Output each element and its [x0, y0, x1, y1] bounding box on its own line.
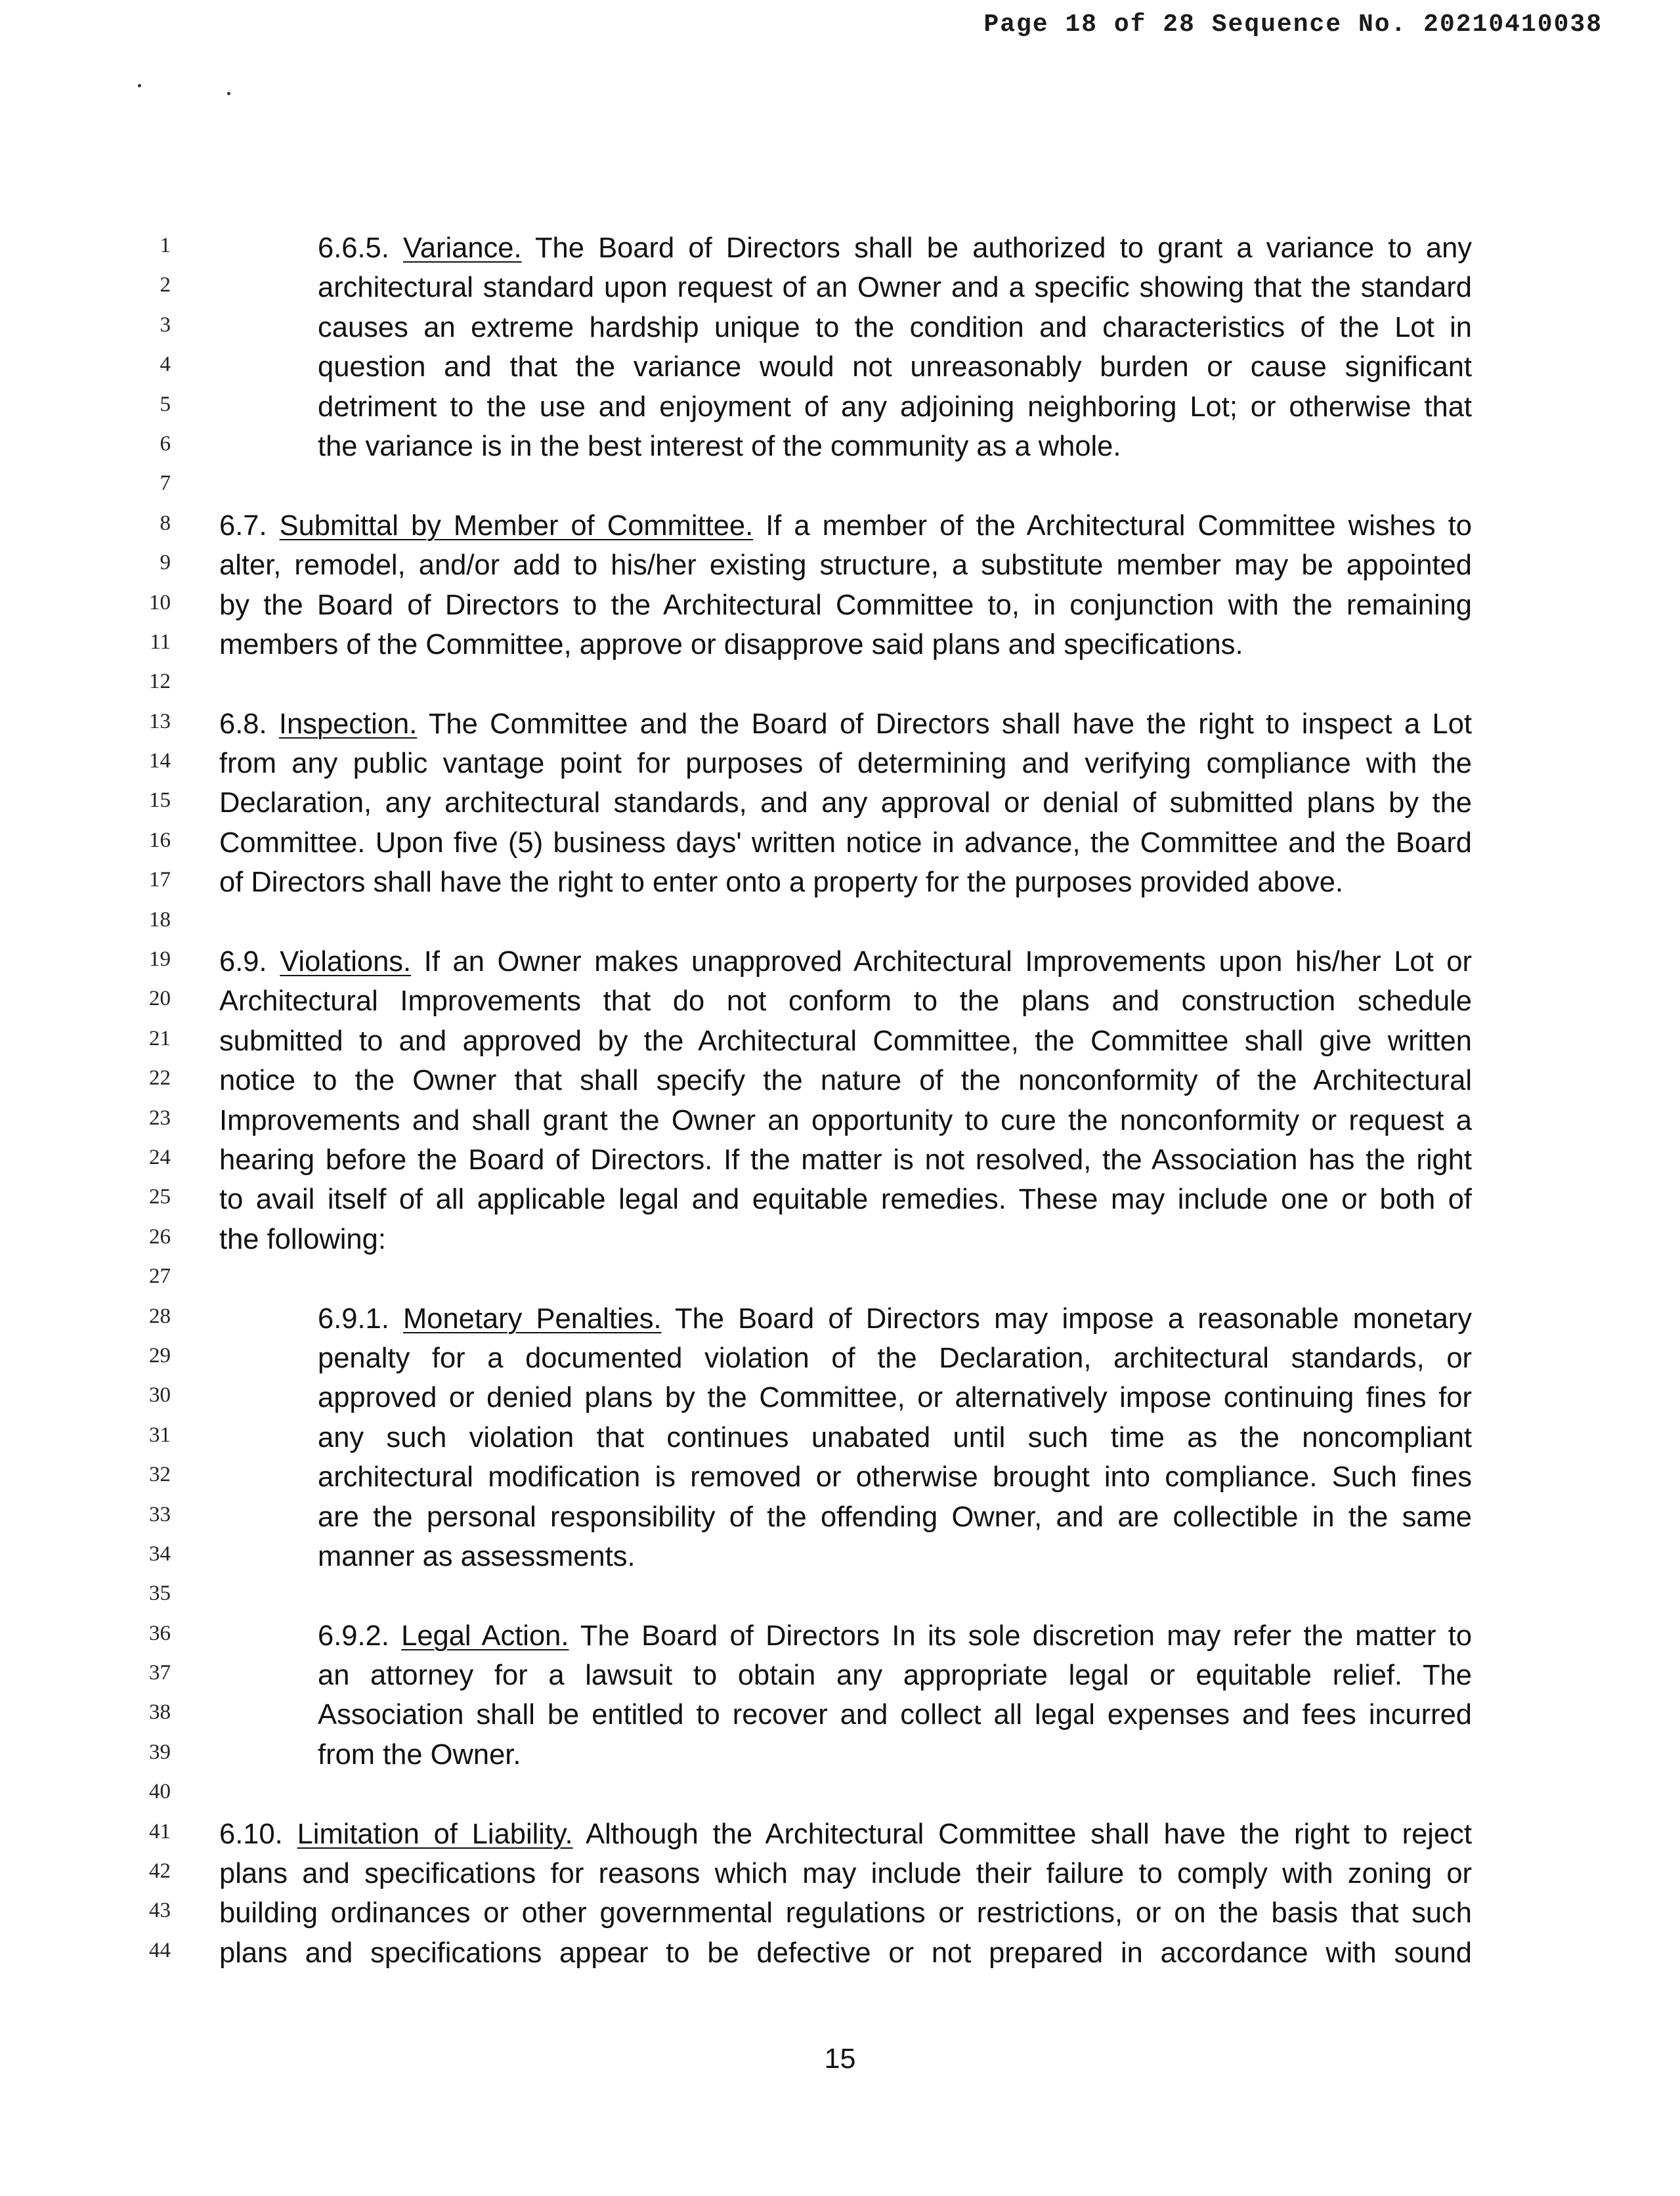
document-line: [0, 1815, 1680, 1854]
document-line: [0, 744, 1680, 783]
document-line: [0, 1457, 1680, 1497]
line-body: to avail itself of all applicable legal and equitable remedies. These may include one or both of: [219, 1184, 1472, 1216]
document-line: [0, 1220, 1680, 1259]
line-number: 1: [160, 234, 171, 257]
document-line: [0, 308, 1680, 347]
line-text: [219, 823, 1472, 863]
line-body: Committee. Upon five (5) business days' written notice in advance, the Committee and the Board: [219, 827, 1472, 859]
document-line: [0, 1775, 1680, 1814]
line-text: [318, 427, 1472, 466]
line-text: [318, 1537, 1472, 1576]
line-number: 36: [149, 1621, 171, 1645]
line-number: 19: [149, 947, 171, 972]
document-line: [0, 704, 1680, 744]
document-line: [0, 1695, 1680, 1734]
line-body: plans and specifications appear to be defective or not prepared in accordance with sound: [219, 1937, 1472, 1969]
line-text: [318, 347, 1472, 387]
line-number: 38: [149, 1700, 171, 1725]
line-body: If an Owner makes unapproved Architectural Improvements upon his/her Lot or: [411, 946, 1472, 978]
line-body: The Board of Directors may impose a reasonable monetary: [661, 1303, 1473, 1335]
line-text: [219, 1220, 1472, 1259]
document-line: [0, 1378, 1680, 1417]
section-number: 6.10.: [219, 1818, 297, 1850]
line-text: [318, 1418, 1472, 1457]
line-body: Although the Architectural Committee shall have the right to reject: [572, 1818, 1472, 1850]
document-line: [0, 1497, 1680, 1537]
line-body: plans and specifications for reasons which may include their failure to comply with zoning or: [219, 1858, 1472, 1890]
document-line: [0, 823, 1680, 863]
line-body: Declaration, any architectural standards, and any approval or denial of submitted plans by the: [219, 787, 1472, 819]
line-text: [318, 1616, 1472, 1656]
line-body: manner as assessments.: [318, 1540, 635, 1572]
line-text: [219, 1140, 1472, 1180]
line-body: are the personal responsibility of the offending Owner, and are collectible in the same: [318, 1501, 1472, 1533]
section-title: Monetary Penalties.: [403, 1303, 662, 1335]
line-number: 17: [149, 868, 171, 892]
document-line: [0, 664, 1680, 704]
line-number: 2: [160, 273, 171, 297]
line-body: notice to the Owner that shall specify the nature of the nonconformity of the Architectural: [219, 1065, 1472, 1097]
line-number: 41: [149, 1819, 171, 1843]
line-text: [219, 1893, 1472, 1933]
line-text: [318, 268, 1472, 307]
document-line: [0, 783, 1680, 823]
document-line: [0, 942, 1680, 981]
document-line: [0, 1418, 1680, 1457]
section-title: Violations.: [280, 946, 412, 978]
document-body: [0, 228, 1680, 1973]
line-number: 23: [149, 1106, 171, 1130]
line-body: members of the Committee, approve or disapprove said plans and specifications.: [219, 628, 1243, 660]
line-text: [318, 1695, 1472, 1734]
line-number: 18: [149, 907, 171, 932]
line-text: [219, 625, 1472, 664]
line-number: 12: [149, 670, 171, 694]
line-number: 33: [149, 1502, 171, 1526]
section-number: 6.8.: [219, 708, 279, 740]
document-line: [0, 1735, 1680, 1775]
line-number: 29: [149, 1343, 171, 1367]
line-text: [219, 942, 1472, 981]
line-text: [219, 704, 1472, 744]
line-body: detriment to the use and enjoyment of any adjoining neighboring Lot; or otherwise that: [318, 391, 1472, 423]
line-text: [318, 1378, 1472, 1417]
line-body: the following:: [219, 1223, 386, 1255]
line-text: [318, 308, 1472, 347]
line-body: question and that the variance would not unreasonably burden or cause significant: [318, 351, 1472, 383]
line-text: [219, 863, 1472, 902]
line-number: 4: [160, 353, 171, 377]
line-body: building ordinances or other governmental regulations or restrictions, or on the basis that such: [219, 1897, 1472, 1929]
line-number: 16: [149, 828, 171, 852]
section-title: Inspection.: [278, 708, 418, 740]
line-number: 32: [149, 1463, 171, 1487]
document-line: [0, 1656, 1680, 1695]
line-text: [219, 744, 1472, 783]
section-title: Submittal by Member of Committee.: [279, 509, 754, 542]
section-title: Legal Action.: [401, 1620, 569, 1652]
document-line: [0, 903, 1680, 942]
line-number: 6: [160, 431, 171, 456]
line-number: 39: [149, 1740, 171, 1764]
line-body: approved or denied plans by the Committee, or alternatively impose continuing fines for: [318, 1382, 1472, 1414]
line-text: [219, 546, 1472, 585]
line-number: 11: [150, 630, 171, 654]
line-number: 43: [149, 1899, 171, 1923]
page-number: 15: [824, 2043, 856, 2075]
line-text: [318, 1735, 1472, 1775]
scan-speck: [138, 84, 141, 87]
line-number: 8: [160, 511, 171, 535]
line-number: 27: [149, 1264, 171, 1289]
line-body: The Committee and the Board of Directors shall have the right to inspect a Lot: [417, 708, 1472, 740]
line-body: of Directors shall have the right to enter onto a property for the purposes provided above.: [219, 867, 1343, 899]
document-line: [0, 1101, 1680, 1140]
line-number: 25: [149, 1185, 171, 1209]
line-text: [219, 1061, 1472, 1100]
line-number: 42: [149, 1859, 171, 1884]
line-number: 10: [149, 590, 171, 614]
line-body: any such violation that continues unabated until such time as the noncompliant: [318, 1421, 1472, 1453]
line-number: 44: [149, 1938, 171, 1962]
document-line: [0, 1576, 1680, 1616]
line-body: the variance is in the best interest of the community as a whole.: [318, 430, 1121, 462]
line-text: [219, 1022, 1472, 1061]
document-line: [0, 228, 1680, 268]
line-number: 3: [160, 312, 171, 337]
line-number: 9: [160, 551, 171, 575]
document-line: [0, 1893, 1680, 1933]
document-line: [0, 586, 1680, 625]
line-body: hearing before the Board of Directors. If the matter is not resolved, the Association has the right: [219, 1144, 1472, 1176]
line-text: [219, 1180, 1472, 1219]
document-line: [0, 1854, 1680, 1893]
section-title: Variance.: [403, 232, 522, 264]
line-text: [219, 981, 1472, 1021]
line-body: causes an extreme hardship unique to the condition and characteristics of the Lot in: [318, 311, 1472, 343]
line-body: from the Owner.: [318, 1738, 521, 1771]
section-title: Limitation of Liability.: [297, 1818, 573, 1850]
line-number: 14: [149, 749, 171, 773]
document-line: [0, 347, 1680, 387]
line-text: [219, 506, 1472, 546]
line-text: [219, 1854, 1472, 1893]
document-line: [0, 466, 1680, 506]
line-text: [318, 1457, 1472, 1497]
line-number: 24: [149, 1145, 171, 1169]
line-body: Improvements and shall grant the Owner an opportunity to cure the nonconformity or request a: [219, 1104, 1472, 1136]
line-text: [219, 1815, 1472, 1854]
line-body: architectural modification is removed or otherwise brought into compliance. Such fines: [318, 1461, 1472, 1494]
document-line: [0, 268, 1680, 307]
line-text: [219, 1933, 1472, 1973]
section-number: 6.9.2.: [318, 1620, 402, 1652]
line-body: from any public vantage point for purposes of determining and verifying compliance with the: [219, 748, 1472, 780]
line-number: 20: [149, 987, 171, 1011]
document-line: [0, 1061, 1680, 1100]
line-number: 5: [160, 392, 171, 416]
document-line: [0, 1616, 1680, 1656]
document-line: [0, 625, 1680, 664]
line-number: 22: [149, 1066, 171, 1090]
line-body: submitted to and approved by the Architectural Committee, the Committee shall give written: [219, 1025, 1472, 1057]
document-line: [0, 1933, 1680, 1973]
line-text: [318, 387, 1472, 427]
line-number: 40: [149, 1780, 171, 1804]
document-line: [0, 863, 1680, 902]
line-number: 26: [149, 1224, 171, 1249]
line-number: 34: [149, 1541, 171, 1566]
line-body: The Board of Directors In its sole discretion may refer the matter to: [569, 1620, 1473, 1652]
line-body: alter, remodel, and/or add to his/her existing structure, a substitute member may be appointed: [219, 549, 1472, 582]
section-number: 6.9.: [219, 946, 280, 978]
document-line: [0, 427, 1680, 466]
line-body: If a member of the Architectural Committee wishes to: [753, 509, 1472, 542]
line-number: 13: [149, 709, 171, 733]
line-text: [219, 783, 1472, 823]
line-number: 7: [160, 471, 171, 496]
document-line: [0, 1537, 1680, 1576]
document-line: [0, 981, 1680, 1021]
line-text: [318, 228, 1472, 268]
line-number: 35: [149, 1582, 171, 1606]
line-number: 15: [149, 788, 171, 813]
document-line: [0, 387, 1680, 427]
document-line: [0, 546, 1680, 585]
document-line: [0, 1022, 1680, 1061]
section-number: 6.7.: [219, 509, 280, 542]
line-text: [219, 1101, 1472, 1140]
document-line: [0, 1140, 1680, 1180]
line-number: 21: [149, 1026, 171, 1050]
line-body: an attorney for a lawsuit to obtain any appropriate legal or equitable relief. The: [318, 1660, 1472, 1692]
line-number: 28: [149, 1304, 171, 1328]
document-line: [0, 1339, 1680, 1378]
line-number: 37: [149, 1661, 171, 1685]
document-line: [0, 506, 1680, 546]
line-body: Association shall be entitled to recover and collect all legal expenses and fees incurred: [318, 1699, 1472, 1731]
line-body: architectural standard upon request of an Owner and a specific showing that the standard: [318, 272, 1472, 304]
section-number: 6.6.5.: [318, 232, 404, 264]
document-line: [0, 1299, 1680, 1339]
line-text: [318, 1497, 1472, 1537]
line-body: penalty for a documented violation of the Declaration, architectural standards, or: [318, 1342, 1472, 1374]
document-line: [0, 1259, 1680, 1299]
line-text: [318, 1299, 1472, 1339]
line-text: [318, 1656, 1472, 1695]
document-line: [0, 1180, 1680, 1219]
page-sequence-header: Page 18 of 28 Sequence No. 20210410038: [983, 11, 1603, 39]
line-text: [318, 1339, 1472, 1378]
line-body: by the Board of Directors to the Architectural Committee to, in conjunction with the remaining: [219, 589, 1472, 621]
line-number: 30: [149, 1383, 171, 1408]
line-body: Architectural Improvements that do not conform to the plans and construction schedule: [219, 985, 1472, 1018]
line-body: The Board of Directors shall be authorized to grant a variance to any: [521, 232, 1473, 264]
line-text: [219, 586, 1472, 625]
line-number: 31: [149, 1423, 171, 1447]
section-number: 6.9.1.: [318, 1303, 404, 1335]
scan-speck: [227, 92, 230, 95]
